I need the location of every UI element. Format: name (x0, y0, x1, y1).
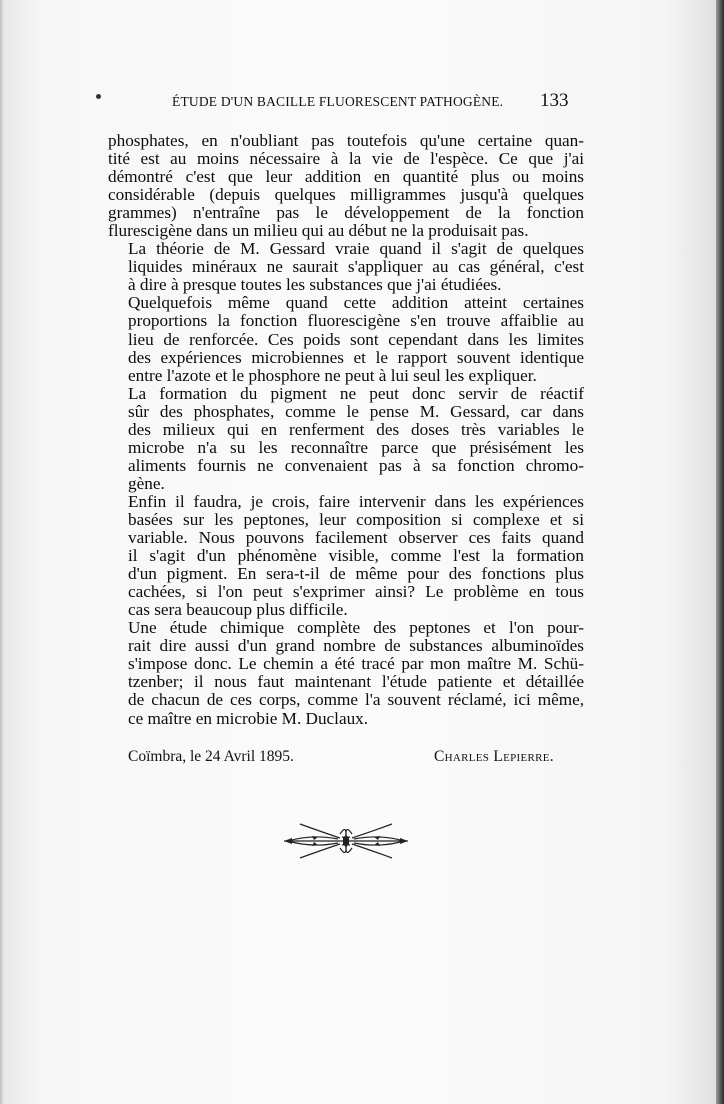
text-line: il s'agit d'un phénomène visible, comme l'est la formation (128, 546, 584, 566)
text-line: de chacun de ces corps, comme l'a souvent réclamé, ici même, (128, 690, 584, 710)
place-and-date: Coïmbra, le 24 Avril 1895. (128, 748, 294, 765)
body-text (108, 132, 584, 728)
paragraph (108, 385, 584, 493)
text-line: sûr des phosphates, comme le pense M. Gessard, car dans (128, 401, 584, 421)
page-right-edge-shadow (716, 0, 724, 1104)
paragraph (108, 619, 584, 727)
text-line: des expériences microbiennes et le rapport souvent identique (128, 347, 584, 367)
text-line: cas sera beaucoup plus difficile. (128, 600, 348, 620)
text-line: Une étude chimique complète des peptones et l'on pour- (128, 618, 584, 638)
paragraph (108, 493, 584, 619)
text-line: phosphates, en n'oubliant pas toutefois qu'une certaine quan- (108, 131, 584, 150)
page-left-edge (0, 0, 4, 1104)
text-line: gène. (128, 473, 165, 493)
text-line: lieu de renforcée. Ces poids sont cependant dans les limites (128, 329, 584, 349)
text-line: aliments fournis ne convenaient pas à sa fonction chromo- (128, 455, 584, 475)
text-line: considérable (depuis quelques milligrammes jusqu'à quelques (108, 185, 584, 205)
paragraph (108, 132, 584, 240)
text-line: tité est au moins nécessaire à la vie de l'espèce. Ce que j'ai (108, 149, 584, 169)
text-line: Quelquefois même quand cette addition atteint certaines (128, 293, 584, 313)
text-line: ce maître en microbie M. Duclaux. (128, 708, 369, 728)
text-line: Enfin il faudra, je crois, faire intervenir dans les expériences (128, 491, 584, 511)
text-line: démontré c'est que leur addition en quantité plus ou moins (108, 167, 584, 187)
text-line: d'un pigment. En sera-t-il de même pour des fonctions plus (128, 564, 584, 584)
running-title: ÉTUDE D'UN BACILLE FLUORESCENT PATHOGÈNE. (172, 94, 504, 109)
text-line: grammes) n'entraîne pas le développement de la fonction (108, 203, 584, 223)
text-line: rait dire aussi d'un grand nombre de substances albuminoïdes (128, 636, 584, 656)
text-line: cachées, si l'on peut s'exprimer ainsi? Le problème en tous (128, 582, 584, 602)
text-line: flurescigène dans un milieu qui au début ne la produisait pas. (108, 221, 529, 241)
page-number: 133 (540, 90, 569, 111)
text-line: La formation du pigment ne peut donc servir de réactif (128, 383, 584, 403)
text-line: variable. Nous pouvons facilement observer ces faits quand (128, 528, 584, 548)
author-signature: Charles Lepierre. (433, 748, 554, 765)
paragraph (108, 240, 584, 294)
text-line: entre l'azote et le phosphore ne peut à lui seul les expliquer. (128, 365, 537, 385)
text-line: liquides minéraux ne saurait s'appliquer au cas général, c'est (128, 257, 584, 277)
margin-mark (96, 94, 101, 99)
text-line: La théorie de M. Gessard vraie quand il s'agit de quelques (128, 239, 584, 259)
text-line: des milieux qui en renferment des doses très variables le (128, 419, 584, 439)
paragraph (108, 294, 584, 384)
signature-row (128, 748, 554, 770)
text-line: à dire à presque toutes les substances que j'ai étudiées. (128, 275, 502, 295)
text-line: proportions la fonction fluorescigène s'en trouve affaiblie au (128, 311, 584, 331)
text-line: basées sur les peptones, leur composition si complexe et si (128, 509, 584, 529)
fleuron-ornament-icon (282, 818, 410, 864)
text-line: tzenber; il nous faut maintenant l'étude patiente et détaillée (128, 672, 584, 692)
text-line: microbe n'a su les reconnaître parce que présisément les (128, 437, 584, 457)
text-line: s'impose donc. Le chemin a été tracé par mon maître M. Schü- (128, 654, 584, 674)
